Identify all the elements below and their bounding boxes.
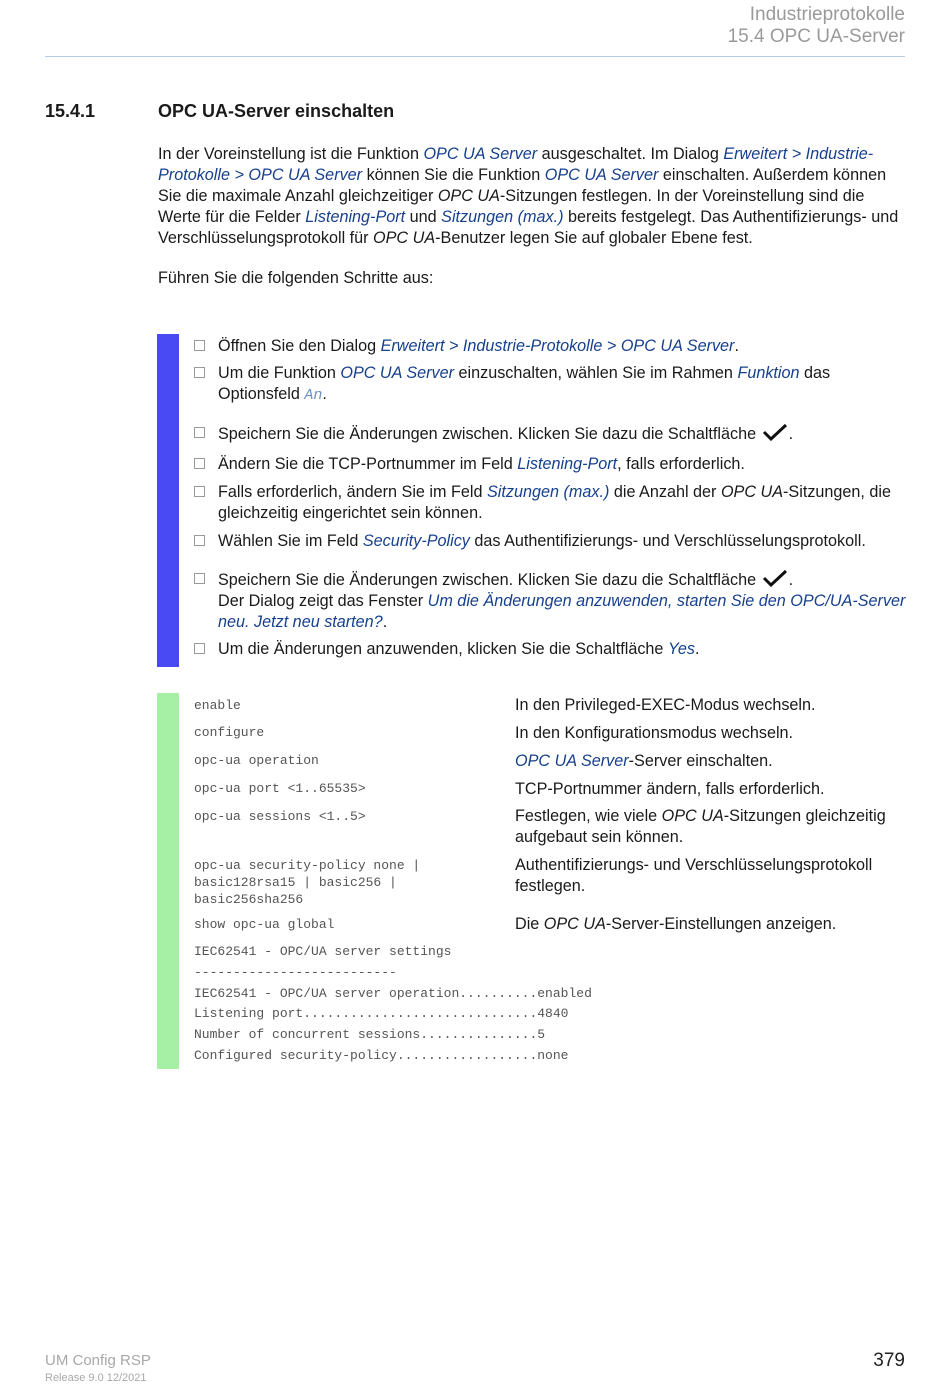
text: das Optionsfeld	[218, 364, 831, 403]
text: einschalten. Außerdem können Sie die maximale Anzahl gleichzeitiger	[158, 166, 887, 205]
section-title: OPC UA-Server einschalten	[158, 101, 395, 121]
text: -Sitzungen, die gleichzeitig eingerichtet sein können.	[218, 483, 892, 522]
text: Um die Änderungen anzuwenden, klicken Sie die Schaltfläche	[218, 640, 668, 658]
header-section: 15.4 OPC UA-Server	[727, 26, 905, 47]
term: OPC UA	[437, 187, 500, 205]
ui-field: Sitzungen (max.)	[441, 208, 564, 226]
ui-field: Sitzungen (max.)	[487, 483, 610, 501]
text: Falls erforderlich, ändern Sie im Feld	[218, 483, 487, 501]
text: Ändern Sie die TCP-Portnummer im Feld	[218, 455, 518, 473]
text: -Server-Einstellungen anzeigen.	[605, 915, 837, 933]
cli-steps-bar	[157, 693, 179, 1069]
option-value: An	[304, 387, 323, 404]
text: das Authentifizierungs- und Verschlüsselungsprotokoll.	[469, 532, 866, 550]
gui-steps-bar	[157, 334, 179, 667]
text: die Anzahl der	[609, 483, 721, 501]
text: Öffnen Sie den Dialog	[218, 337, 381, 355]
cli-command: opc-ua security-policy none | basic128rsa15 | basic256 | basic256sha256	[194, 858, 421, 907]
term: OPC UA	[543, 915, 606, 933]
term: OPC UA	[720, 483, 784, 501]
ui-term: OPC UA Server	[423, 145, 538, 163]
text: Festlegen, wie viele	[515, 807, 662, 825]
step-item	[194, 569, 906, 633]
text: .	[382, 613, 388, 631]
header-divider	[45, 56, 905, 57]
text: .	[734, 337, 739, 355]
ui-frame: Funktion	[737, 364, 800, 382]
text: In der Voreinstellung ist die Funktion	[158, 145, 424, 163]
step-item	[194, 336, 906, 357]
steps-intro: Führen Sie die folgenden Schritte aus:	[158, 269, 434, 287]
cli-description: Authentifizierungs- und Verschlüsselungsprotokoll festlegen.	[515, 856, 873, 895]
cli-description	[515, 751, 910, 772]
ui-field: Listening-Port	[517, 455, 618, 473]
text: , falls erforderlich.	[617, 455, 745, 473]
text: können Sie die Funktion	[362, 166, 545, 184]
text: -Benutzer legen Sie auf globaler Ebene fest.	[435, 229, 753, 247]
text: und	[405, 208, 442, 226]
ui-field: Security-Policy	[362, 532, 470, 550]
cli-output-line: Configured security-policy..................none	[194, 1048, 569, 1063]
square-bullet-icon	[194, 535, 205, 546]
ui-path: Erweitert > Industrie-Protokolle > OPC UA Server	[158, 145, 874, 184]
text: .	[788, 571, 794, 589]
text: Wählen Sie im Feld	[218, 532, 363, 550]
cli-output-line: Number of concurrent sessions...............5	[194, 1027, 546, 1042]
term: OPC UA	[661, 807, 724, 825]
text: .	[694, 640, 700, 658]
step-item	[194, 363, 906, 406]
text: Speichern Sie die Änderungen zwischen. Klicken Sie dazu die Schaltfläche	[218, 571, 757, 589]
header-chapter: Industrieprotokolle	[749, 4, 905, 25]
text: -Sitzungen gleichzeitig aufgebaut sein können.	[515, 807, 886, 846]
ui-term: OPC UA Server	[340, 364, 454, 382]
checkmark-icon	[761, 423, 789, 441]
step-item	[194, 454, 906, 475]
ui-path: Erweitert > Industrie-Protokolle > OPC UA Server	[380, 337, 735, 355]
text: Die	[515, 915, 544, 933]
square-bullet-icon	[194, 340, 205, 351]
square-bullet-icon	[194, 573, 205, 584]
cli-command: show opc-ua global	[194, 917, 335, 932]
cli-output-line: IEC62541 - OPC/UA server settings	[194, 944, 452, 959]
step-item	[194, 423, 906, 445]
text: -Sitzungen festlegen. In der Voreinstellung sind die Werte für die Felder	[158, 187, 865, 226]
square-bullet-icon	[194, 367, 205, 378]
gui-steps-list	[194, 336, 906, 660]
step-item	[194, 639, 906, 660]
text: ausgeschaltet. Im Dialog	[537, 145, 724, 163]
square-bullet-icon	[194, 458, 205, 469]
cli-output-line: --------------------------	[194, 965, 397, 980]
cli-command: configure	[194, 725, 265, 740]
text: Um die Funktion	[218, 364, 341, 382]
cli-output-line: Listening port..............................4840	[194, 1006, 569, 1021]
text: .	[788, 425, 794, 443]
term: OPC UA	[373, 229, 436, 247]
cli-output-line: IEC62541 - OPC/UA server operation..........enabled	[194, 986, 592, 1001]
step-item	[194, 482, 906, 524]
ui-dialog-text: Um die Änderungen anzuwenden, starten Sie den OPC/UA-Server neu. Jetzt neu starten?	[218, 592, 906, 631]
text: Der Dialog zeigt das Fenster	[218, 592, 428, 610]
checkmark-icon	[761, 569, 789, 587]
text: bereits festgelegt. Das Authentifizierungs- und Verschlüsselungsprotokoll für	[158, 208, 899, 247]
cli-description: In den Konfigurationsmodus wechseln.	[515, 724, 794, 742]
cli-description: TCP-Portnummer ändern, falls erforderlich.	[515, 780, 825, 798]
square-bullet-icon	[194, 643, 205, 654]
ui-term: OPC UA Server	[515, 752, 629, 770]
text: einzuschalten, wählen Sie im Rahmen	[454, 364, 738, 382]
text: -Server einschalten.	[628, 752, 773, 770]
section-number: 15.4.1	[45, 101, 96, 121]
ui-field: Listening-Port	[305, 208, 406, 226]
cli-command: enable	[194, 698, 241, 713]
page-number: 379	[873, 1350, 905, 1371]
square-bullet-icon	[194, 427, 205, 438]
footer-release: Release 9.0 12/2021	[45, 1372, 147, 1384]
cli-description	[515, 806, 910, 848]
footer-document-title: UM Config RSP	[45, 1352, 151, 1369]
step-item	[194, 531, 906, 552]
intro-paragraph	[158, 144, 903, 249]
ui-button-name: Yes	[667, 640, 695, 658]
cli-command: opc-ua sessions <1..5>	[194, 809, 366, 824]
text: .	[322, 385, 327, 403]
cli-description: In den Privileged-EXEC-Modus wechseln.	[515, 696, 816, 714]
square-bullet-icon	[194, 486, 205, 497]
text: Speichern Sie die Änderungen zwischen. Klicken Sie dazu die Schaltfläche	[218, 425, 757, 443]
ui-term: OPC UA Server	[544, 166, 659, 184]
cli-description	[515, 914, 910, 935]
cli-command: opc-ua operation	[194, 753, 319, 768]
running-header	[728, 4, 905, 48]
cli-command: opc-ua port <1..65535>	[194, 781, 366, 796]
